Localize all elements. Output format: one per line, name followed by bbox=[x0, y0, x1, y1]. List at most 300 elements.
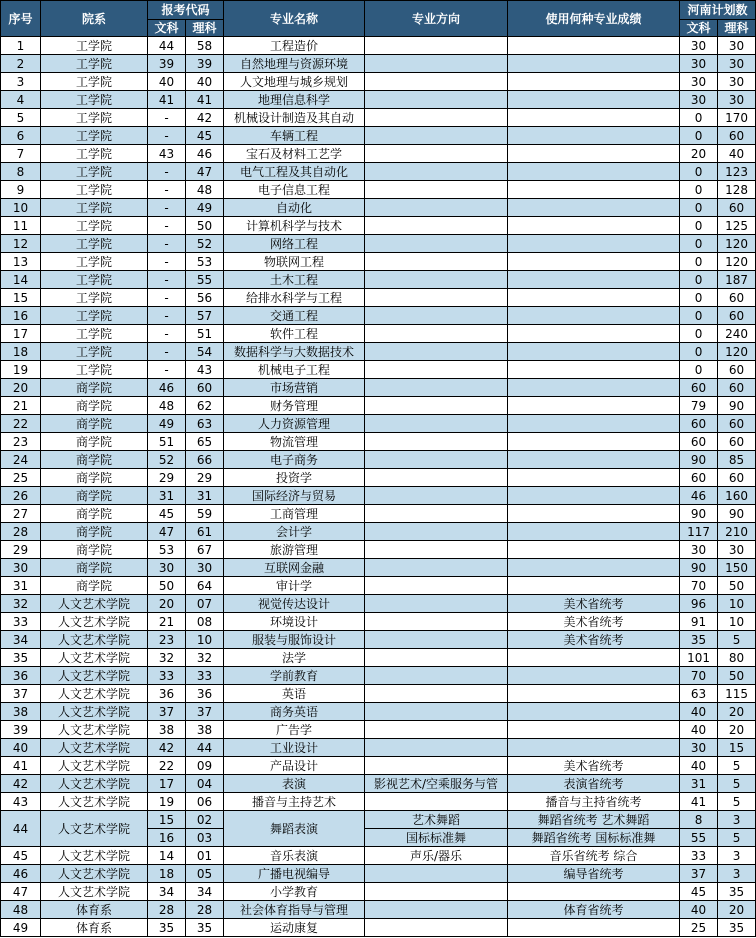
header-code-science: 理科 bbox=[186, 20, 224, 37]
cell-arts-code: 35 bbox=[148, 919, 186, 937]
cell-score-source: 音乐省统考 综合 bbox=[508, 847, 680, 865]
cell-college: 商学院 bbox=[41, 451, 148, 469]
cell-arts-code: 40 bbox=[148, 73, 186, 91]
cell-arts-code: - bbox=[148, 235, 186, 253]
cell-index: 38 bbox=[1, 703, 41, 721]
cell-major: 人力资源管理 bbox=[224, 415, 365, 433]
table-row bbox=[1, 757, 756, 775]
cell-plan-arts: 37 bbox=[680, 865, 718, 883]
cell-major: 财务管理 bbox=[224, 397, 365, 415]
cell-science-code: 40 bbox=[186, 73, 224, 91]
cell-major: 会计学 bbox=[224, 523, 365, 541]
cell-major: 表演 bbox=[224, 775, 365, 793]
cell-plan-science: 60 bbox=[718, 127, 756, 145]
cell-direction bbox=[365, 397, 508, 415]
cell-score-source bbox=[508, 145, 680, 163]
cell-science-code: 57 bbox=[186, 307, 224, 325]
cell-major: 车辆工程 bbox=[224, 127, 365, 145]
table-row bbox=[1, 451, 756, 469]
cell-index: 17 bbox=[1, 325, 41, 343]
table-row bbox=[1, 307, 756, 325]
cell-plan-science: 35 bbox=[718, 919, 756, 937]
cell-plan-arts: 0 bbox=[680, 289, 718, 307]
cell-plan-science: 120 bbox=[718, 235, 756, 253]
cell-science-code: 66 bbox=[186, 451, 224, 469]
table-row bbox=[1, 883, 756, 901]
cell-college: 工学院 bbox=[41, 127, 148, 145]
table-row bbox=[1, 415, 756, 433]
cell-science-code: 08 bbox=[186, 613, 224, 631]
cell-arts-code: 51 bbox=[148, 433, 186, 451]
cell-science-code: 04 bbox=[186, 775, 224, 793]
cell-major: 商务英语 bbox=[224, 703, 365, 721]
table-row bbox=[1, 109, 756, 127]
cell-arts-code: - bbox=[148, 127, 186, 145]
cell-arts-code: 37 bbox=[148, 703, 186, 721]
cell-direction bbox=[365, 343, 508, 361]
cell-college: 工学院 bbox=[41, 271, 148, 289]
cell-score-source bbox=[508, 253, 680, 271]
cell-plan-science: 15 bbox=[718, 739, 756, 757]
table-row bbox=[1, 235, 756, 253]
cell-score-source bbox=[508, 487, 680, 505]
cell-plan-science: 120 bbox=[718, 343, 756, 361]
cell-major: 旅游管理 bbox=[224, 541, 365, 559]
table-row bbox=[1, 523, 756, 541]
cell-direction bbox=[365, 595, 508, 613]
cell-score-source bbox=[508, 667, 680, 685]
cell-plan-science: 120 bbox=[718, 253, 756, 271]
cell-plan-science: 60 bbox=[718, 469, 756, 487]
cell-plan-science: 60 bbox=[718, 361, 756, 379]
cell-arts-code: - bbox=[148, 253, 186, 271]
cell-science-code: 09 bbox=[186, 757, 224, 775]
cell-college: 商学院 bbox=[41, 469, 148, 487]
cell-plan-science: 60 bbox=[718, 379, 756, 397]
cell-direction bbox=[365, 217, 508, 235]
cell-plan-arts: 0 bbox=[680, 181, 718, 199]
cell-major: 人文地理与城乡规划 bbox=[224, 73, 365, 91]
cell-arts-code: 16 bbox=[148, 829, 186, 847]
cell-index: 46 bbox=[1, 865, 41, 883]
cell-college: 工学院 bbox=[41, 55, 148, 73]
cell-direction: 影视艺术/空乘服务与管 bbox=[365, 775, 508, 793]
cell-score-source: 美术省统考 bbox=[508, 613, 680, 631]
cell-index: 20 bbox=[1, 379, 41, 397]
header-direction: 专业方向 bbox=[365, 1, 508, 37]
cell-index: 26 bbox=[1, 487, 41, 505]
table-row bbox=[1, 667, 756, 685]
cell-major: 地理信息科学 bbox=[224, 91, 365, 109]
cell-arts-code: - bbox=[148, 163, 186, 181]
header-plan-group: 河南计划数 bbox=[680, 1, 756, 20]
cell-plan-science: 20 bbox=[718, 901, 756, 919]
cell-plan-science: 60 bbox=[718, 433, 756, 451]
cell-college: 工学院 bbox=[41, 73, 148, 91]
cell-science-code: 01 bbox=[186, 847, 224, 865]
cell-plan-arts: 90 bbox=[680, 451, 718, 469]
cell-score-source bbox=[508, 469, 680, 487]
cell-index: 15 bbox=[1, 289, 41, 307]
table-row bbox=[1, 613, 756, 631]
cell-direction bbox=[365, 883, 508, 901]
cell-arts-code: 19 bbox=[148, 793, 186, 811]
cell-arts-code: 43 bbox=[148, 145, 186, 163]
cell-direction bbox=[365, 649, 508, 667]
cell-plan-arts: 0 bbox=[680, 307, 718, 325]
cell-science-code: 56 bbox=[186, 289, 224, 307]
cell-plan-science: 30 bbox=[718, 37, 756, 55]
cell-plan-science: 60 bbox=[718, 415, 756, 433]
cell-major: 广告学 bbox=[224, 721, 365, 739]
cell-college: 工学院 bbox=[41, 181, 148, 199]
cell-direction bbox=[365, 559, 508, 577]
table-row bbox=[1, 721, 756, 739]
cell-plan-arts: 30 bbox=[680, 73, 718, 91]
cell-direction bbox=[365, 541, 508, 559]
cell-index: 48 bbox=[1, 901, 41, 919]
cell-college: 工学院 bbox=[41, 289, 148, 307]
cell-score-source bbox=[508, 685, 680, 703]
cell-science-code: 30 bbox=[186, 559, 224, 577]
cell-plan-science: 20 bbox=[718, 703, 756, 721]
cell-direction bbox=[365, 469, 508, 487]
cell-arts-code: 36 bbox=[148, 685, 186, 703]
cell-index: 14 bbox=[1, 271, 41, 289]
cell-college: 人文艺术学院 bbox=[41, 667, 148, 685]
cell-index: 4 bbox=[1, 91, 41, 109]
cell-plan-science: 240 bbox=[718, 325, 756, 343]
cell-college: 工学院 bbox=[41, 235, 148, 253]
cell-score-source bbox=[508, 361, 680, 379]
cell-score-source: 体育省统考 bbox=[508, 901, 680, 919]
table-row bbox=[1, 469, 756, 487]
cell-major: 计算机科学与技术 bbox=[224, 217, 365, 235]
table-row bbox=[1, 595, 756, 613]
cell-science-code: 55 bbox=[186, 271, 224, 289]
cell-plan-arts: 60 bbox=[680, 415, 718, 433]
cell-arts-code: 29 bbox=[148, 469, 186, 487]
cell-direction bbox=[365, 163, 508, 181]
cell-plan-science: 80 bbox=[718, 649, 756, 667]
cell-major: 电子信息工程 bbox=[224, 181, 365, 199]
cell-college: 人文艺术学院 bbox=[41, 775, 148, 793]
cell-college: 商学院 bbox=[41, 541, 148, 559]
cell-direction bbox=[365, 289, 508, 307]
cell-direction bbox=[365, 379, 508, 397]
cell-plan-arts: 0 bbox=[680, 253, 718, 271]
cell-plan-science: 10 bbox=[718, 613, 756, 631]
table-row bbox=[1, 487, 756, 505]
header-code-group: 报考代码 bbox=[148, 1, 224, 20]
cell-index: 41 bbox=[1, 757, 41, 775]
header-score-source: 使用何种专业成绩 bbox=[508, 1, 680, 37]
cell-major: 机械电子工程 bbox=[224, 361, 365, 379]
cell-index: 42 bbox=[1, 775, 41, 793]
cell-college: 人文艺术学院 bbox=[41, 811, 148, 847]
cell-plan-arts: 0 bbox=[680, 109, 718, 127]
cell-direction bbox=[365, 271, 508, 289]
cell-plan-science: 210 bbox=[718, 523, 756, 541]
cell-college: 商学院 bbox=[41, 397, 148, 415]
cell-arts-code: - bbox=[148, 361, 186, 379]
cell-direction: 国标标准舞 bbox=[365, 829, 508, 847]
cell-major: 互联网金融 bbox=[224, 559, 365, 577]
cell-college: 工学院 bbox=[41, 37, 148, 55]
cell-major: 交通工程 bbox=[224, 307, 365, 325]
cell-plan-science: 90 bbox=[718, 505, 756, 523]
header-college: 院系 bbox=[41, 1, 148, 37]
cell-college: 商学院 bbox=[41, 415, 148, 433]
table-row bbox=[1, 541, 756, 559]
cell-major: 给排水科学与工程 bbox=[224, 289, 365, 307]
table-row bbox=[1, 37, 756, 55]
cell-major: 机械设计制造及其自动 bbox=[224, 109, 365, 127]
cell-score-source bbox=[508, 721, 680, 739]
cell-plan-science: 160 bbox=[718, 487, 756, 505]
cell-college: 工学院 bbox=[41, 325, 148, 343]
cell-direction bbox=[365, 577, 508, 595]
cell-direction bbox=[365, 253, 508, 271]
cell-college: 工学院 bbox=[41, 145, 148, 163]
cell-plan-science: 50 bbox=[718, 667, 756, 685]
cell-college: 人文艺术学院 bbox=[41, 595, 148, 613]
cell-score-source bbox=[508, 127, 680, 145]
cell-score-source: 美术省统考 bbox=[508, 595, 680, 613]
cell-arts-code: 20 bbox=[148, 595, 186, 613]
header-plan-arts: 文科 bbox=[680, 20, 718, 37]
cell-science-code: 52 bbox=[186, 235, 224, 253]
table-row bbox=[1, 379, 756, 397]
cell-plan-science: 5 bbox=[718, 631, 756, 649]
cell-arts-code: - bbox=[148, 109, 186, 127]
cell-science-code: 49 bbox=[186, 199, 224, 217]
cell-direction bbox=[365, 919, 508, 937]
cell-index: 36 bbox=[1, 667, 41, 685]
cell-major: 投资学 bbox=[224, 469, 365, 487]
cell-index: 39 bbox=[1, 721, 41, 739]
cell-direction bbox=[365, 739, 508, 757]
cell-plan-arts: 40 bbox=[680, 901, 718, 919]
table-row bbox=[1, 343, 756, 361]
cell-arts-code: 44 bbox=[148, 37, 186, 55]
cell-science-code: 34 bbox=[186, 883, 224, 901]
cell-major: 电子商务 bbox=[224, 451, 365, 469]
cell-index: 47 bbox=[1, 883, 41, 901]
cell-plan-science: 5 bbox=[718, 793, 756, 811]
cell-arts-code: 23 bbox=[148, 631, 186, 649]
table-row bbox=[1, 145, 756, 163]
cell-index: 2 bbox=[1, 55, 41, 73]
cell-major: 工商管理 bbox=[224, 505, 365, 523]
cell-plan-science: 187 bbox=[718, 271, 756, 289]
cell-plan-science: 40 bbox=[718, 145, 756, 163]
cell-index: 44 bbox=[1, 811, 41, 847]
cell-plan-arts: 0 bbox=[680, 235, 718, 253]
cell-direction bbox=[365, 235, 508, 253]
cell-direction bbox=[365, 865, 508, 883]
cell-plan-science: 20 bbox=[718, 721, 756, 739]
cell-score-source bbox=[508, 37, 680, 55]
table-row bbox=[1, 73, 756, 91]
cell-direction bbox=[365, 55, 508, 73]
cell-index: 27 bbox=[1, 505, 41, 523]
cell-index: 28 bbox=[1, 523, 41, 541]
table-row bbox=[1, 181, 756, 199]
cell-college: 人文艺术学院 bbox=[41, 649, 148, 667]
cell-major: 小学教育 bbox=[224, 883, 365, 901]
cell-score-source: 表演省统考 bbox=[508, 775, 680, 793]
cell-college: 商学院 bbox=[41, 577, 148, 595]
cell-direction bbox=[365, 793, 508, 811]
cell-arts-code: 15 bbox=[148, 811, 186, 829]
cell-index: 25 bbox=[1, 469, 41, 487]
cell-index: 5 bbox=[1, 109, 41, 127]
cell-plan-arts: 45 bbox=[680, 883, 718, 901]
cell-plan-science: 125 bbox=[718, 217, 756, 235]
cell-score-source bbox=[508, 541, 680, 559]
cell-arts-code: 42 bbox=[148, 739, 186, 757]
cell-direction bbox=[365, 757, 508, 775]
table-row bbox=[1, 559, 756, 577]
cell-arts-code: 31 bbox=[148, 487, 186, 505]
cell-plan-science: 85 bbox=[718, 451, 756, 469]
cell-score-source bbox=[508, 919, 680, 937]
cell-major: 产品设计 bbox=[224, 757, 365, 775]
cell-plan-arts: 60 bbox=[680, 469, 718, 487]
cell-plan-science: 128 bbox=[718, 181, 756, 199]
cell-plan-science: 150 bbox=[718, 559, 756, 577]
cell-plan-arts: 20 bbox=[680, 145, 718, 163]
cell-major: 环境设计 bbox=[224, 613, 365, 631]
cell-plan-arts: 0 bbox=[680, 199, 718, 217]
cell-plan-arts: 63 bbox=[680, 685, 718, 703]
cell-plan-science: 60 bbox=[718, 289, 756, 307]
cell-science-code: 44 bbox=[186, 739, 224, 757]
cell-college: 人文艺术学院 bbox=[41, 631, 148, 649]
cell-score-source bbox=[508, 379, 680, 397]
cell-direction bbox=[365, 667, 508, 685]
table-row bbox=[1, 361, 756, 379]
cell-plan-arts: 79 bbox=[680, 397, 718, 415]
cell-direction bbox=[365, 613, 508, 631]
cell-index: 13 bbox=[1, 253, 41, 271]
cell-science-code: 05 bbox=[186, 865, 224, 883]
cell-arts-code: 14 bbox=[148, 847, 186, 865]
table-row bbox=[1, 271, 756, 289]
table-row bbox=[1, 775, 756, 793]
cell-college: 工学院 bbox=[41, 163, 148, 181]
cell-major: 物流管理 bbox=[224, 433, 365, 451]
cell-science-code: 45 bbox=[186, 127, 224, 145]
cell-score-source bbox=[508, 559, 680, 577]
cell-college: 商学院 bbox=[41, 433, 148, 451]
cell-plan-arts: 30 bbox=[680, 37, 718, 55]
cell-arts-code: - bbox=[148, 217, 186, 235]
cell-arts-code: 50 bbox=[148, 577, 186, 595]
table-row bbox=[1, 577, 756, 595]
cell-major: 国际经济与贸易 bbox=[224, 487, 365, 505]
cell-plan-science: 30 bbox=[718, 55, 756, 73]
cell-index: 23 bbox=[1, 433, 41, 451]
cell-arts-code: - bbox=[148, 343, 186, 361]
cell-direction bbox=[365, 505, 508, 523]
cell-index: 49 bbox=[1, 919, 41, 937]
cell-plan-arts: 60 bbox=[680, 433, 718, 451]
cell-direction bbox=[365, 127, 508, 145]
cell-science-code: 63 bbox=[186, 415, 224, 433]
cell-arts-code: 41 bbox=[148, 91, 186, 109]
cell-plan-arts: 30 bbox=[680, 739, 718, 757]
cell-science-code: 28 bbox=[186, 901, 224, 919]
cell-arts-code: 52 bbox=[148, 451, 186, 469]
cell-major: 工业设计 bbox=[224, 739, 365, 757]
cell-score-source bbox=[508, 325, 680, 343]
cell-arts-code: 45 bbox=[148, 505, 186, 523]
cell-arts-code: 46 bbox=[148, 379, 186, 397]
cell-score-source bbox=[508, 73, 680, 91]
cell-arts-code: 33 bbox=[148, 667, 186, 685]
cell-index: 40 bbox=[1, 739, 41, 757]
cell-index: 33 bbox=[1, 613, 41, 631]
cell-index: 24 bbox=[1, 451, 41, 469]
cell-plan-science: 3 bbox=[718, 811, 756, 829]
table-row bbox=[1, 217, 756, 235]
cell-major: 软件工程 bbox=[224, 325, 365, 343]
cell-plan-arts: 31 bbox=[680, 775, 718, 793]
cell-direction bbox=[365, 325, 508, 343]
cell-science-code: 07 bbox=[186, 595, 224, 613]
table-row bbox=[1, 127, 756, 145]
cell-science-code: 36 bbox=[186, 685, 224, 703]
cell-plan-arts: 0 bbox=[680, 325, 718, 343]
cell-plan-science: 5 bbox=[718, 829, 756, 847]
cell-score-source: 美术省统考 bbox=[508, 631, 680, 649]
cell-science-code: 29 bbox=[186, 469, 224, 487]
cell-plan-arts: 90 bbox=[680, 559, 718, 577]
cell-college: 工学院 bbox=[41, 307, 148, 325]
cell-major: 舞蹈表演 bbox=[224, 811, 365, 847]
table-row bbox=[1, 793, 756, 811]
cell-arts-code: 48 bbox=[148, 397, 186, 415]
cell-index: 34 bbox=[1, 631, 41, 649]
cell-score-source bbox=[508, 415, 680, 433]
cell-science-code: 46 bbox=[186, 145, 224, 163]
cell-science-code: 60 bbox=[186, 379, 224, 397]
cell-index: 37 bbox=[1, 685, 41, 703]
cell-index: 12 bbox=[1, 235, 41, 253]
cell-arts-code: 38 bbox=[148, 721, 186, 739]
cell-college: 体育系 bbox=[41, 919, 148, 937]
cell-major: 电气工程及其自动化 bbox=[224, 163, 365, 181]
cell-plan-arts: 40 bbox=[680, 757, 718, 775]
cell-college: 商学院 bbox=[41, 379, 148, 397]
cell-plan-arts: 46 bbox=[680, 487, 718, 505]
table-row bbox=[1, 811, 756, 829]
cell-major: 广播电视编导 bbox=[224, 865, 365, 883]
cell-major: 自然地理与资源环境 bbox=[224, 55, 365, 73]
cell-score-source bbox=[508, 649, 680, 667]
cell-science-code: 53 bbox=[186, 253, 224, 271]
cell-science-code: 62 bbox=[186, 397, 224, 415]
cell-score-source bbox=[508, 91, 680, 109]
cell-plan-arts: 35 bbox=[680, 631, 718, 649]
cell-college: 工学院 bbox=[41, 343, 148, 361]
cell-college: 商学院 bbox=[41, 505, 148, 523]
cell-science-code: 31 bbox=[186, 487, 224, 505]
cell-index: 43 bbox=[1, 793, 41, 811]
cell-science-code: 43 bbox=[186, 361, 224, 379]
